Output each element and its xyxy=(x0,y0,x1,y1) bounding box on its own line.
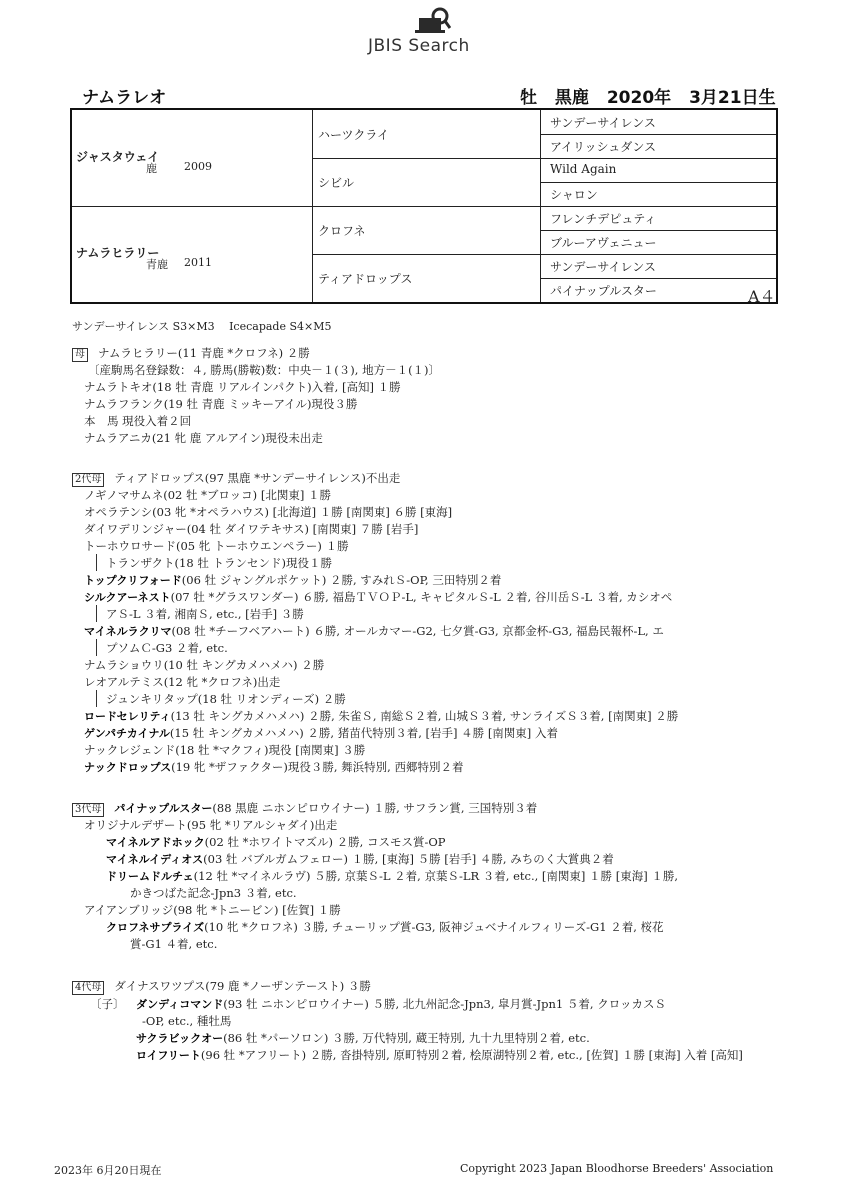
pedigree-g3-4: シャロン xyxy=(550,188,598,202)
sire-year: 2009 xyxy=(184,160,212,173)
family-line-text: (07 牡 *グラスワンダー) ６勝, 福島ＴＶＯＰ-L, キャピタルＳ-L ２着, 谷川岳Ｓ-L ３着, カシオペ xyxy=(170,590,673,604)
family-line xyxy=(84,725,558,742)
indent-bar xyxy=(96,554,97,571)
pedigree-table xyxy=(70,108,778,304)
family-line-text: (15 牡 キングカメハメハ) ２勝, 猪苗代特別３着, [岩手] ４勝 [南関東] 入着 xyxy=(169,726,558,740)
family-line-text: プソムＣ-G3 ２着, etc. xyxy=(106,641,228,655)
family-line-text: (86 牡 *パーソロン) ３勝, 万代特別, 蔵王特別, 九十九里特別２着, etc. xyxy=(223,1031,590,1045)
family-line-text: かきつばた記念-Jpn3 ３着, etc. xyxy=(130,886,297,900)
family-line xyxy=(84,657,324,673)
family-line-text: (13 牡 キングカメハメハ) ２勝, 朱雀Ｓ, 南総Ｓ２着, 山城Ｓ３着, サンライズＳ３着, [南関東] ２勝 xyxy=(170,709,679,723)
family-line xyxy=(84,623,664,640)
family-line-text: レオアルテミス(12 牝 *クロフネ)出走 xyxy=(84,675,281,689)
dam-year: 2011 xyxy=(184,256,212,269)
family-number: A４ xyxy=(748,287,776,306)
family-line-text: ナムラトキオ(18 牡 青鹿 リアルインパクト)入着, [高知] １勝 xyxy=(84,380,401,394)
family-line-horse: ロードセレリティ xyxy=(84,710,171,723)
family-line xyxy=(106,555,332,571)
family-line-text: (93 牡 ニホンピロウイナー) ５勝, 北九州記念-Jpn3, 皐月賞-Jpn1 ５着, クロッカスＳ xyxy=(223,997,666,1011)
family-line xyxy=(84,538,349,554)
jbis-logo xyxy=(360,6,500,58)
pedigree-g2-1: ハーツクライ xyxy=(318,128,390,142)
family-line xyxy=(88,362,440,378)
family-line xyxy=(106,606,304,622)
g2dam-section-header xyxy=(72,470,400,487)
family-line-horse: サクラビックオー xyxy=(136,1032,224,1045)
family-line-text: ダイナスワツプス(79 鹿 *ノーザンテースト) ３勝 xyxy=(114,979,371,993)
inbreeding-cross: サンデーサイレンス S3×M3 Icecapade S4×M5 xyxy=(72,320,332,333)
family-line xyxy=(84,487,331,503)
section-badge: 母 xyxy=(72,348,88,362)
pedigree-g3-8: パイナップルスター xyxy=(550,284,657,298)
family-line-text: (12 牡 *マイネルラヴ) ５勝, 京葉Ｓ-L ２着, 京葉Ｓ-LR ３着, etc., [南関東] １勝 [東海] １勝, xyxy=(193,869,678,883)
family-line-text: ナムラショウリ(10 牡 キングカメハメハ) ２勝 xyxy=(84,658,325,672)
copyright: Copyright 2023 Japan Bloodhorse Breeders' Association xyxy=(460,1162,774,1175)
family-line-horse: シルクアーネスト xyxy=(84,591,171,604)
family-line-text: オペラテンシ(03 牝 *オペラハウス) [北海道] １勝 [南関東] ６勝 [東海] xyxy=(84,505,453,519)
family-line xyxy=(106,640,228,656)
sire-name: ジャスタウェイ xyxy=(76,150,160,164)
family-line xyxy=(84,674,280,690)
pedigree-g3-6: ブルーアヴェニュー xyxy=(550,236,657,250)
family-line-horse: ゲンパチカイナル xyxy=(84,727,170,740)
family-line xyxy=(84,902,341,918)
logo-text: JBIS Search xyxy=(368,36,470,56)
family-line-horse: ダンディコマンド xyxy=(136,998,224,1011)
g3dam-section-header xyxy=(72,800,537,817)
family-line-text: 本 馬 現役入着２回 xyxy=(84,414,192,428)
indent-bar xyxy=(96,605,97,622)
family-line-horse: パイナップルスター xyxy=(114,802,213,815)
family-line-text: ティアドロップス(97 黒鹿 *サンデーサイレンス)不出走 xyxy=(114,471,401,485)
family-line xyxy=(106,834,446,851)
family-line-text: トランザクト(18 牡 トランセンド)現役１勝 xyxy=(106,556,332,570)
family-line-text: ナムラアニカ(21 牝 鹿 アルアイン)現役未出走 xyxy=(84,431,323,445)
dam-section-header xyxy=(72,345,310,362)
pedigree-g3-3: Wild Again xyxy=(550,162,617,176)
family-line xyxy=(84,504,452,520)
horse-profile xyxy=(520,83,776,108)
logo-horse-icon xyxy=(415,6,451,36)
family-line-text: アイアンブリッジ(98 牝 *トニービン) [佐賀] １勝 xyxy=(84,903,341,917)
family-line-text: (02 牡 *ホワイトマズル) ２勝, コスモス賞-OP xyxy=(204,835,446,849)
family-line xyxy=(84,521,418,537)
family-line-horse: マイネルイディオス xyxy=(106,853,204,866)
family-line xyxy=(84,708,678,725)
family-line xyxy=(84,742,365,758)
family-line xyxy=(84,430,323,446)
family-line-text: (06 牡 ジャングルポケット) ２勝, すみれＳ-OP, 三田特別２着 xyxy=(181,573,502,587)
family-line xyxy=(136,1030,590,1047)
pedigree-g3-1: サンデーサイレンス xyxy=(550,116,656,130)
family-line xyxy=(84,589,672,606)
pedigree-g3-2: アイリッシュダンス xyxy=(550,140,656,154)
dam-name: ナムラヒラリー xyxy=(76,246,160,260)
family-line xyxy=(130,885,297,901)
pedigree-g3-5: フレンチデピュティ xyxy=(550,212,657,226)
family-line-text: ジュンキリタップ(18 牡 リオンディーズ) ２勝 xyxy=(106,692,346,706)
family-line-horse: マイネルラクリマ xyxy=(84,625,172,638)
family-line-text: (96 牡 *アフリート) ２勝, 沓掛特別, 原町特別２着, 桧原湖特別２着, etc., [佐賀] １勝 [東海] 入着 [高知] xyxy=(200,1048,743,1062)
family-line xyxy=(84,413,191,429)
as-of-date: 2023年 6月20日現在 xyxy=(54,1164,162,1177)
family-line-horse: マイネルアドホック xyxy=(106,836,205,849)
family-line-horse: ナックドロップス xyxy=(84,761,172,774)
pedigree-g2-3: クロフネ xyxy=(318,224,366,238)
family-line xyxy=(106,691,346,707)
family-line xyxy=(106,851,614,868)
family-line xyxy=(84,817,337,833)
family-line xyxy=(84,396,357,412)
horse-sex: 牡 xyxy=(520,88,537,108)
indent-bar xyxy=(96,639,97,656)
section-badge: 4代母 xyxy=(72,981,104,995)
indent-bar xyxy=(96,690,97,707)
horse-birth-year: 2020年 xyxy=(606,88,672,108)
family-line xyxy=(130,936,217,952)
sire-color: 鹿 xyxy=(146,162,157,175)
pedigree-g2-4: ティアドロップス xyxy=(318,272,413,286)
family-line-text: ノギノマサムネ(02 牡 *ブロッコ) [北関東] １勝 xyxy=(84,488,331,502)
family-line-text: (03 牡 バブルガムフェロー) １勝, [東海] ５勝 [岩手] ４勝, みちのく大賞典２着 xyxy=(203,852,614,866)
family-line-text: (88 黒鹿 ニホンピロウイナー) １勝, サフラン賞, 三国特別３着 xyxy=(212,801,538,815)
family-line xyxy=(142,1013,231,1029)
family-line-text: (10 牝 *クロフネ) ３勝, チューリップ賞-G3, 阪神ジュベナイルフィリーズ-G1 ２着, 桜花 xyxy=(204,920,664,934)
family-line-horse: ドリームドルチェ xyxy=(106,870,194,883)
family-line-text: トーホウロサード(05 牝 トーホウエンペラー) １勝 xyxy=(84,539,349,553)
family-line-text: (19 牝 *ザファクター)現役３勝, 舞浜特別, 西郷特別２着 xyxy=(171,760,464,774)
family-line-horse: クロフネサプライズ xyxy=(106,921,205,934)
family-line-text: ダイワデリンジャー(04 牡 ダイワテキサス) [南関東] ７勝 [岩手] xyxy=(84,522,419,536)
family-line xyxy=(106,919,664,936)
horse-color: 黒鹿 xyxy=(554,88,589,108)
family-line xyxy=(84,379,401,395)
family-line xyxy=(106,868,678,885)
g4dam-section-header xyxy=(72,978,371,995)
family-line xyxy=(84,572,501,589)
family-line-text: ナムラヒラリー(11 青鹿 *クロフネ) ２勝 xyxy=(98,346,310,360)
family-line-text: ナックレジェンド(18 牡 *マクフィ)現役 [南関東] ３勝 xyxy=(84,743,366,757)
horse-name: ナムラレオ xyxy=(82,88,167,108)
family-line-text: 〔産駒馬名登録数：４, 勝馬(勝鞍)数：中央－１(３), 地方－１(１)〕 xyxy=(88,363,441,377)
horse-birthday: 3月21日生 xyxy=(689,88,776,108)
family-line-horse: ロイフリート xyxy=(136,1049,201,1062)
family-line-horse: トップクリフォード xyxy=(84,574,182,587)
pedigree-g2-2: シビル xyxy=(318,176,355,190)
family-line-text: 賞-G1 ４着, etc. xyxy=(130,937,218,951)
pedigree-g3-7: サンデーサイレンス xyxy=(550,260,656,274)
section-badge: 3代母 xyxy=(72,803,104,817)
family-line xyxy=(136,996,666,1013)
family-line xyxy=(84,759,463,776)
section-badge: 2代母 xyxy=(72,473,104,487)
child-marker: 〔子〕 xyxy=(90,997,125,1011)
family-line-text: オリジナルデザート(95 牝 *リアルシャダイ)出走 xyxy=(84,818,338,832)
family-line xyxy=(136,1047,743,1064)
family-line-text: -OP, etc., 種牡馬 xyxy=(142,1014,232,1028)
family-line-text: (08 牡 *チーフベアハート) ６勝, オールカマー-G2, 七夕賞-G3, 京都金杯-G3, 福島民報杯-L, エ xyxy=(171,624,664,638)
family-line-text: ナムラフランク(19 牡 青鹿 ミッキーアイル)現役３勝 xyxy=(84,397,358,411)
dam-color: 青鹿 xyxy=(146,258,168,271)
family-line-text: アＳ-L ３着, 湘南Ｓ, etc., [岩手] ３勝 xyxy=(106,607,304,621)
